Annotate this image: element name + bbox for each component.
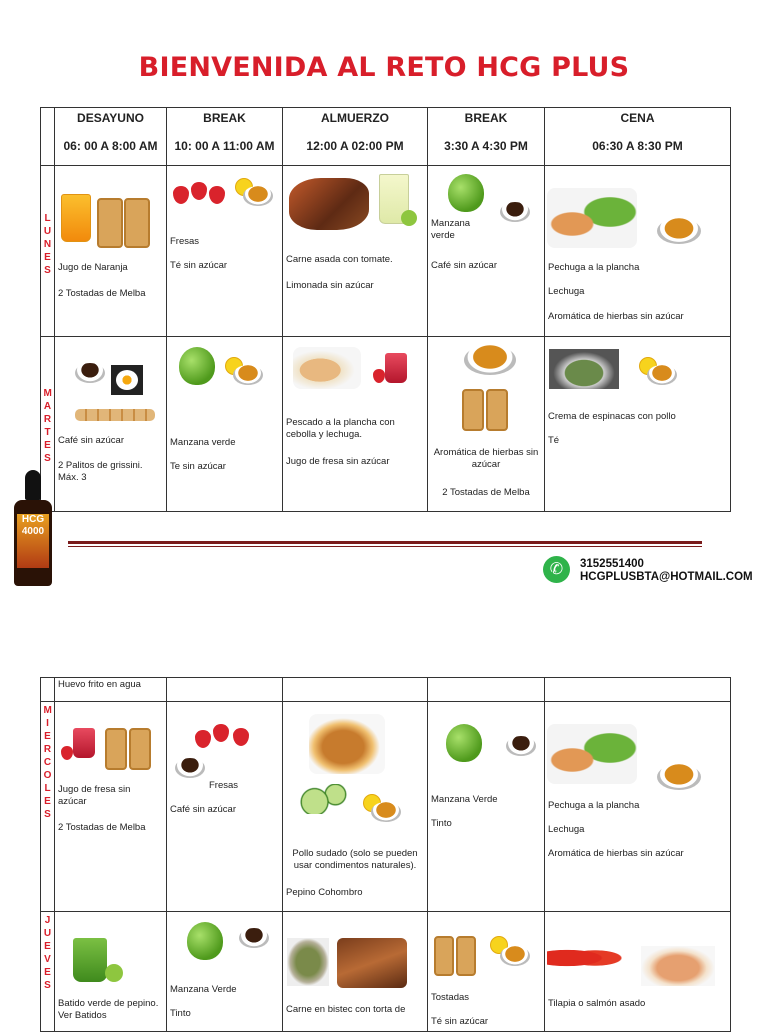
- food-text: Manzana Verde: [170, 984, 237, 995]
- row-miercoles: [41, 702, 731, 912]
- tea-cup-image: [371, 802, 401, 822]
- row-martes: [41, 337, 731, 512]
- lime-image: [401, 210, 417, 226]
- toast-image: [97, 198, 123, 248]
- cell-jueves-break-2: [428, 912, 545, 1032]
- food-text: Aromática de hierbas sin azúcar: [433, 447, 539, 470]
- toast-image: [456, 936, 476, 976]
- cell-lunes-cena: [545, 166, 731, 337]
- header-time: 06:30 A 8:30 PM: [592, 139, 683, 153]
- bottle-label: HCG 4000: [17, 514, 49, 568]
- header-desayuno: [55, 108, 167, 166]
- spinach-soup-image: [549, 349, 619, 389]
- food-text: Tostadas: [431, 992, 470, 1003]
- strawberry-juice-image: [73, 728, 95, 758]
- food-text: Carne en bistec con torta de: [286, 1004, 406, 1015]
- cucumber-image: [299, 784, 351, 814]
- header-name: ALMUERZO: [321, 111, 389, 125]
- toast-image: [462, 389, 484, 431]
- cell-jueves-desayuno: [55, 912, 167, 1032]
- cell-martes-almuerzo: [283, 337, 428, 512]
- strawberry-image: [373, 369, 385, 383]
- day-jueves: [41, 912, 55, 1032]
- tea-cup-image: [233, 365, 263, 385]
- food-text: Manzana verde: [431, 218, 471, 241]
- contact-email: HCGPLUSBTA@HOTMAIL.COM: [580, 571, 753, 583]
- food-text: 2 Tostadas de Melba: [58, 288, 146, 299]
- cell-overflow-empty: [428, 678, 545, 702]
- steak-image: [289, 178, 369, 230]
- food-text: Crema de espinacas con pollo: [548, 411, 676, 422]
- header-name: BREAK: [203, 111, 246, 125]
- food-text: 2 Tostadas de Melba: [58, 822, 146, 833]
- green-apple-image: [446, 724, 482, 762]
- food-text: Pollo sudado (solo se pueden usar condimentos naturales).: [292, 848, 418, 871]
- row-lunes: [41, 166, 731, 337]
- food-text: 2 Tostadas de Melba: [442, 487, 530, 498]
- cell-overflow-desayuno: [55, 678, 167, 702]
- cell-miercoles-almuerzo: [283, 702, 428, 912]
- header-time: 10: 00 A 11:00 AM: [174, 139, 275, 153]
- cell-martes-break-2: [428, 337, 545, 512]
- food-text: Limonada sin azúcar: [286, 280, 374, 291]
- bottle-dropper: [25, 470, 41, 500]
- green-apple-image: [179, 347, 215, 385]
- beef-steak-image: [337, 938, 407, 988]
- cell-lunes-desayuno: [55, 166, 167, 337]
- coffee-cup-image: [175, 758, 205, 778]
- coffee-cup-image: [500, 202, 530, 222]
- header-cena: [545, 108, 731, 166]
- grilled-fish-image: [293, 347, 361, 389]
- green-smoothie-image: [73, 938, 107, 982]
- strawberry-image: [209, 186, 225, 204]
- day-label: J U E V E S: [43, 915, 52, 991]
- cell-overflow-empty: [283, 678, 428, 702]
- tea-cup-image: [647, 365, 677, 385]
- food-text: Te sin azúcar: [170, 461, 226, 472]
- meal-plan-table-2: [40, 677, 731, 1032]
- food-text: Café sin azúcar: [431, 260, 498, 271]
- grissini-image: [75, 409, 155, 421]
- food-text: Jugo de Naranja: [58, 262, 128, 273]
- toast-image: [105, 728, 127, 770]
- orange-juice-image: [61, 194, 91, 242]
- cell-jueves-cena: [545, 912, 731, 1032]
- food-text: Pechuga a la plancha: [548, 262, 640, 273]
- day-label: M I E R C O L E S: [43, 705, 52, 820]
- header-break-1: [167, 108, 283, 166]
- tea-cup-image: [500, 946, 530, 966]
- toast-image: [486, 389, 508, 431]
- cell-lunes-almuerzo: [283, 166, 428, 337]
- cell-martes-break-1: [167, 337, 283, 512]
- food-text: Tinto: [431, 818, 452, 829]
- strawberry-image: [173, 186, 189, 204]
- toast-image: [124, 198, 150, 248]
- food-text: Batido verde de pepino. Ver Batidos: [58, 998, 159, 1021]
- food-text: Café sin azúcar: [170, 804, 237, 815]
- header-almuerzo: [283, 108, 428, 166]
- overflow-empty: [41, 678, 55, 702]
- food-text: Manzana verde: [170, 437, 236, 448]
- contact-phone: 3152551400: [580, 558, 644, 570]
- food-text: Té: [548, 435, 560, 446]
- chicken-stew-image: [309, 714, 385, 774]
- strawberry-juice-image: [385, 353, 407, 383]
- day-miercoles: [41, 702, 55, 912]
- header-name: DESAYUNO: [77, 111, 144, 125]
- food-text: Lechuga: [548, 286, 585, 297]
- day-label: L U N E S: [43, 213, 52, 276]
- cell-miercoles-cena: [545, 702, 731, 912]
- day-lunes: [41, 166, 55, 337]
- header-row: [41, 108, 731, 166]
- tea-cup-image: [243, 186, 273, 206]
- food-text: Té sin azúcar: [431, 1016, 489, 1027]
- food-text: Pepino Cohombro: [286, 887, 363, 898]
- food-text: Pescado a la plancha con cebolla y lechuga.: [286, 417, 395, 440]
- food-text: Lechuga: [548, 824, 585, 835]
- food-text: Pechuga a la plancha: [548, 800, 640, 811]
- green-apple-image: [187, 922, 223, 960]
- food-text: Fresas: [209, 780, 239, 791]
- food-text: Jugo de fresa sin azúcar: [58, 784, 131, 807]
- salmon-image: [641, 946, 715, 986]
- food-text: 2 Palitos de grissini. Máx. 3: [58, 460, 143, 483]
- strawberry-image: [61, 746, 73, 760]
- header-time: 06: 00 A 8:00 AM: [63, 139, 158, 153]
- grilled-chicken-salad-image: [547, 724, 637, 784]
- header-empty: [41, 108, 55, 166]
- cell-martes-cena: [545, 337, 731, 512]
- contact-info: [580, 558, 753, 584]
- cucumber-slice-image: [105, 964, 123, 982]
- hcg-bottle-image: [12, 470, 54, 588]
- strawberry-image: [195, 730, 211, 748]
- food-text: Aromática de hierbas sin azúcar: [548, 311, 684, 322]
- coffee-cup-image: [75, 363, 105, 383]
- food-text: Café sin azúcar: [58, 435, 125, 446]
- cell-jueves-almuerzo: [283, 912, 428, 1032]
- food-text: Fresas: [170, 236, 200, 247]
- food-text: Huevo frito en agua: [58, 679, 141, 690]
- coffee-cup-image: [506, 736, 536, 756]
- divider-line: [68, 546, 702, 547]
- cell-miercoles-break-1: [167, 702, 283, 912]
- header-time: 3:30 A 4:30 PM: [444, 139, 528, 153]
- cell-miercoles-break-2: [428, 702, 545, 912]
- page-title: BIENVENIDA AL RETO HCG PLUS: [138, 52, 630, 83]
- toast-image: [129, 728, 151, 770]
- header-time: 12:00 A 02:00 PM: [306, 139, 404, 153]
- fried-egg-image: [111, 365, 143, 395]
- whatsapp-icon: ✆: [543, 556, 570, 583]
- food-text: Té sin azúcar: [170, 260, 228, 271]
- cell-lunes-break-2: [428, 166, 545, 337]
- tomato-image: [547, 944, 627, 972]
- row-jueves: [41, 912, 731, 1032]
- strawberry-image: [233, 728, 249, 746]
- coffee-cup-image: [239, 928, 269, 948]
- food-text: Jugo de fresa sin azúcar: [286, 456, 390, 467]
- header-name: CENA: [620, 111, 655, 125]
- day-label: M A R T E S: [43, 388, 52, 464]
- cell-jueves-break-1: [167, 912, 283, 1032]
- divider-line: [68, 541, 702, 544]
- row-overflow: [41, 678, 731, 702]
- food-text: Tilapia o salmón asado: [548, 998, 646, 1009]
- food-text: Carne asada con tomate.: [286, 254, 393, 265]
- tea-cup-image: [657, 218, 701, 244]
- cell-miercoles-desayuno: [55, 702, 167, 912]
- grilled-chicken-salad-image: [547, 188, 637, 248]
- meal-plan-table-1: [40, 107, 731, 512]
- spinach-omelette-image: [287, 938, 329, 986]
- cell-overflow-empty: [545, 678, 731, 702]
- header-break-2: [428, 108, 545, 166]
- header-name: BREAK: [464, 111, 508, 125]
- strawberry-image: [213, 724, 229, 742]
- food-text: Tinto: [170, 1008, 191, 1019]
- tea-cup-image: [657, 764, 701, 790]
- strawberry-image: [191, 182, 207, 200]
- cell-overflow-empty: [167, 678, 283, 702]
- bottle-body: [14, 500, 52, 586]
- food-text: Manzana Verde: [431, 794, 498, 805]
- tea-cup-image: [464, 345, 516, 375]
- green-apple-image: [448, 174, 484, 212]
- cell-lunes-break-1: [167, 166, 283, 337]
- cell-martes-desayuno: [55, 337, 167, 512]
- food-text: Aromática de hierbas sin azúcar: [548, 848, 684, 859]
- toast-image: [434, 936, 454, 976]
